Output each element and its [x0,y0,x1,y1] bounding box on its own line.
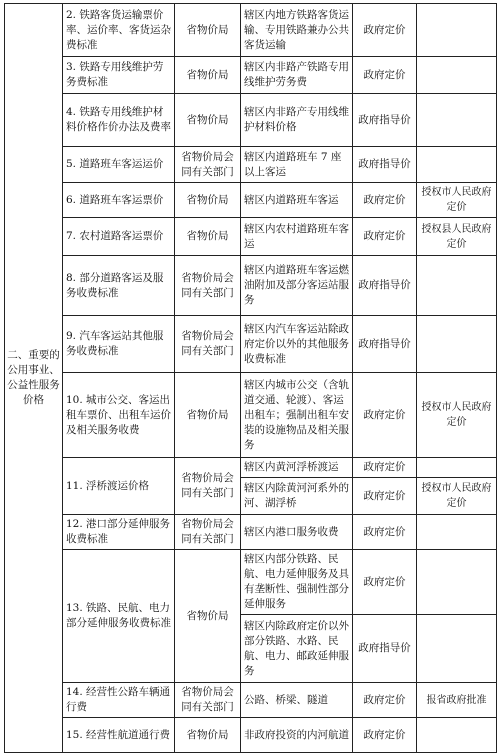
remark: 授权市人民政府定价 [417,478,497,515]
table-row [5,550,497,615]
remark [417,550,497,615]
pricing-department: 省物价局会同有关部门 [175,256,241,316]
remark [417,515,497,550]
pricing-form: 政府定价 [353,478,417,515]
pricing-scope: 辖区内汽车客运站除政府定价以外的其他服务收费标准 [241,316,353,373]
item-name: 5. 道路班车客运运价 [63,147,175,183]
pricing-form: 政府定价 [353,683,417,718]
item-name: 12. 港口部分延伸服务收费标准 [63,515,175,550]
remark [417,4,497,57]
category-cell: 二、重要的公用事业、公益性服务价格 [5,4,63,753]
remark [417,458,497,478]
pricing-scope: 辖区内港口服务收费 [241,515,353,550]
pricing-form: 政府指导价 [353,94,417,147]
pricing-scope: 辖区内农村道路班车客运 [241,218,353,256]
pricing-department: 省物价局 [175,718,241,753]
remark: 授权县人民政府定价 [417,218,497,256]
pricing-department: 省物价局会同有关部门 [175,316,241,373]
remark [417,718,497,753]
pricing-department: 省物价局 [175,94,241,147]
pricing-form: 政府定价 [353,183,417,218]
item-name: 8. 部分道路客运及服务收费标准 [63,256,175,316]
table-row [5,147,497,183]
table-row [5,256,497,316]
remark: 报省政府批准 [417,683,497,718]
item-name: 6. 道路班车客运票价 [63,183,175,218]
item-name: 2. 铁路客货运输票价率、运价率、客货运杂费标准 [63,4,175,57]
remark [417,615,497,683]
pricing-scope: 辖区内城市公交（含轨道交通、轮渡）、客运出租车；强制出租车安装的设施物品及相关服务 [241,373,353,458]
remark [417,256,497,316]
item-name: 7. 农村道路客运票价 [63,218,175,256]
item-name: 13. 铁路、民航、电力部分延伸服务收费标准 [63,550,175,683]
table-row [5,373,497,458]
pricing-department: 省物价局 [175,218,241,256]
pricing-department: 省物价局会同有关部门 [175,515,241,550]
item-name: 9. 汽车客运站其他服务收费标准 [63,316,175,373]
table-row [5,94,497,147]
pricing-department: 省物价局会同有关部门 [175,683,241,718]
table-row [5,458,497,478]
pricing-department: 省物价局会同有关部门 [175,147,241,183]
pricing-form: 政府定价 [353,458,417,478]
table-row [5,316,497,373]
pricing-scope: 公路、桥梁、隧道 [241,683,353,718]
pricing-scope: 非政府投资的内河航道 [241,718,353,753]
item-name: 4. 铁路专用线维护材料价格作价办法及费率 [63,94,175,147]
pricing-form: 政府定价 [353,4,417,57]
pricing-scope: 辖区内除黄河河系外的河、湖浮桥 [241,478,353,515]
item-name: 11. 浮桥渡运价格 [63,458,175,515]
pricing-form: 政府指导价 [353,147,417,183]
pricing-scope: 辖区内道路班车客运 [241,183,353,218]
table-row [5,218,497,256]
pricing-scope: 辖区内非路产专用线维护材料价格 [241,94,353,147]
pricing-scope: 辖区内地方铁路客货运输、专用铁路兼办公共客货运输 [241,4,353,57]
pricing-scope: 辖区内部分铁路、民航、电力延伸服务及具有垄断性、强制性部分延伸服务 [241,550,353,615]
pricing-department: 省物价局 [175,373,241,458]
pricing-form: 政府定价 [353,57,417,94]
table-row [5,515,497,550]
pricing-department: 省物价局 [175,4,241,57]
pricing-form: 政府指导价 [353,256,417,316]
table-row [5,718,497,753]
remark [417,316,497,373]
pricing-scope: 辖区内非路产铁路专用线维护劳务费 [241,57,353,94]
pricing-form: 政府定价 [353,718,417,753]
table-row [5,57,497,94]
pricing-department: 省物价局 [175,550,241,683]
pricing-form: 政府指导价 [353,615,417,683]
pricing-department: 省物价局 [175,57,241,94]
pricing-form: 政府定价 [353,218,417,256]
item-name: 15. 经营性航道通行费 [63,718,175,753]
pricing-form: 政府定价 [353,515,417,550]
remark [417,94,497,147]
price-catalog-table [4,3,497,753]
pricing-form: 政府指导价 [353,316,417,373]
table-row [5,4,497,57]
remark [417,57,497,94]
remark: 授权市人民政府定价 [417,183,497,218]
table-row [5,183,497,218]
pricing-department: 省物价局会同有关部门 [175,458,241,515]
pricing-scope: 辖区内除政府定价以外部分铁路、水路、民航、电力、邮政延伸服务 [241,615,353,683]
remark [417,147,497,183]
remark: 授权市人民政府定价 [417,373,497,458]
item-name: 14. 经营性公路车辆通行费 [63,683,175,718]
pricing-department: 省物价局 [175,183,241,218]
table-row [5,683,497,718]
pricing-form: 政府定价 [353,550,417,615]
pricing-scope: 辖区内道路班车客运燃油附加及部分客运站服务 [241,256,353,316]
item-name: 3. 铁路专用线维护劳务费标准 [63,57,175,94]
pricing-scope: 辖区内黄河浮桥渡运 [241,458,353,478]
pricing-form: 政府定价 [353,373,417,458]
item-name: 10. 城市公交、客运出租车票价、出租车运价及相关服务收费 [63,373,175,458]
pricing-scope: 辖区内道路班车 7 座以上客运 [241,147,353,183]
